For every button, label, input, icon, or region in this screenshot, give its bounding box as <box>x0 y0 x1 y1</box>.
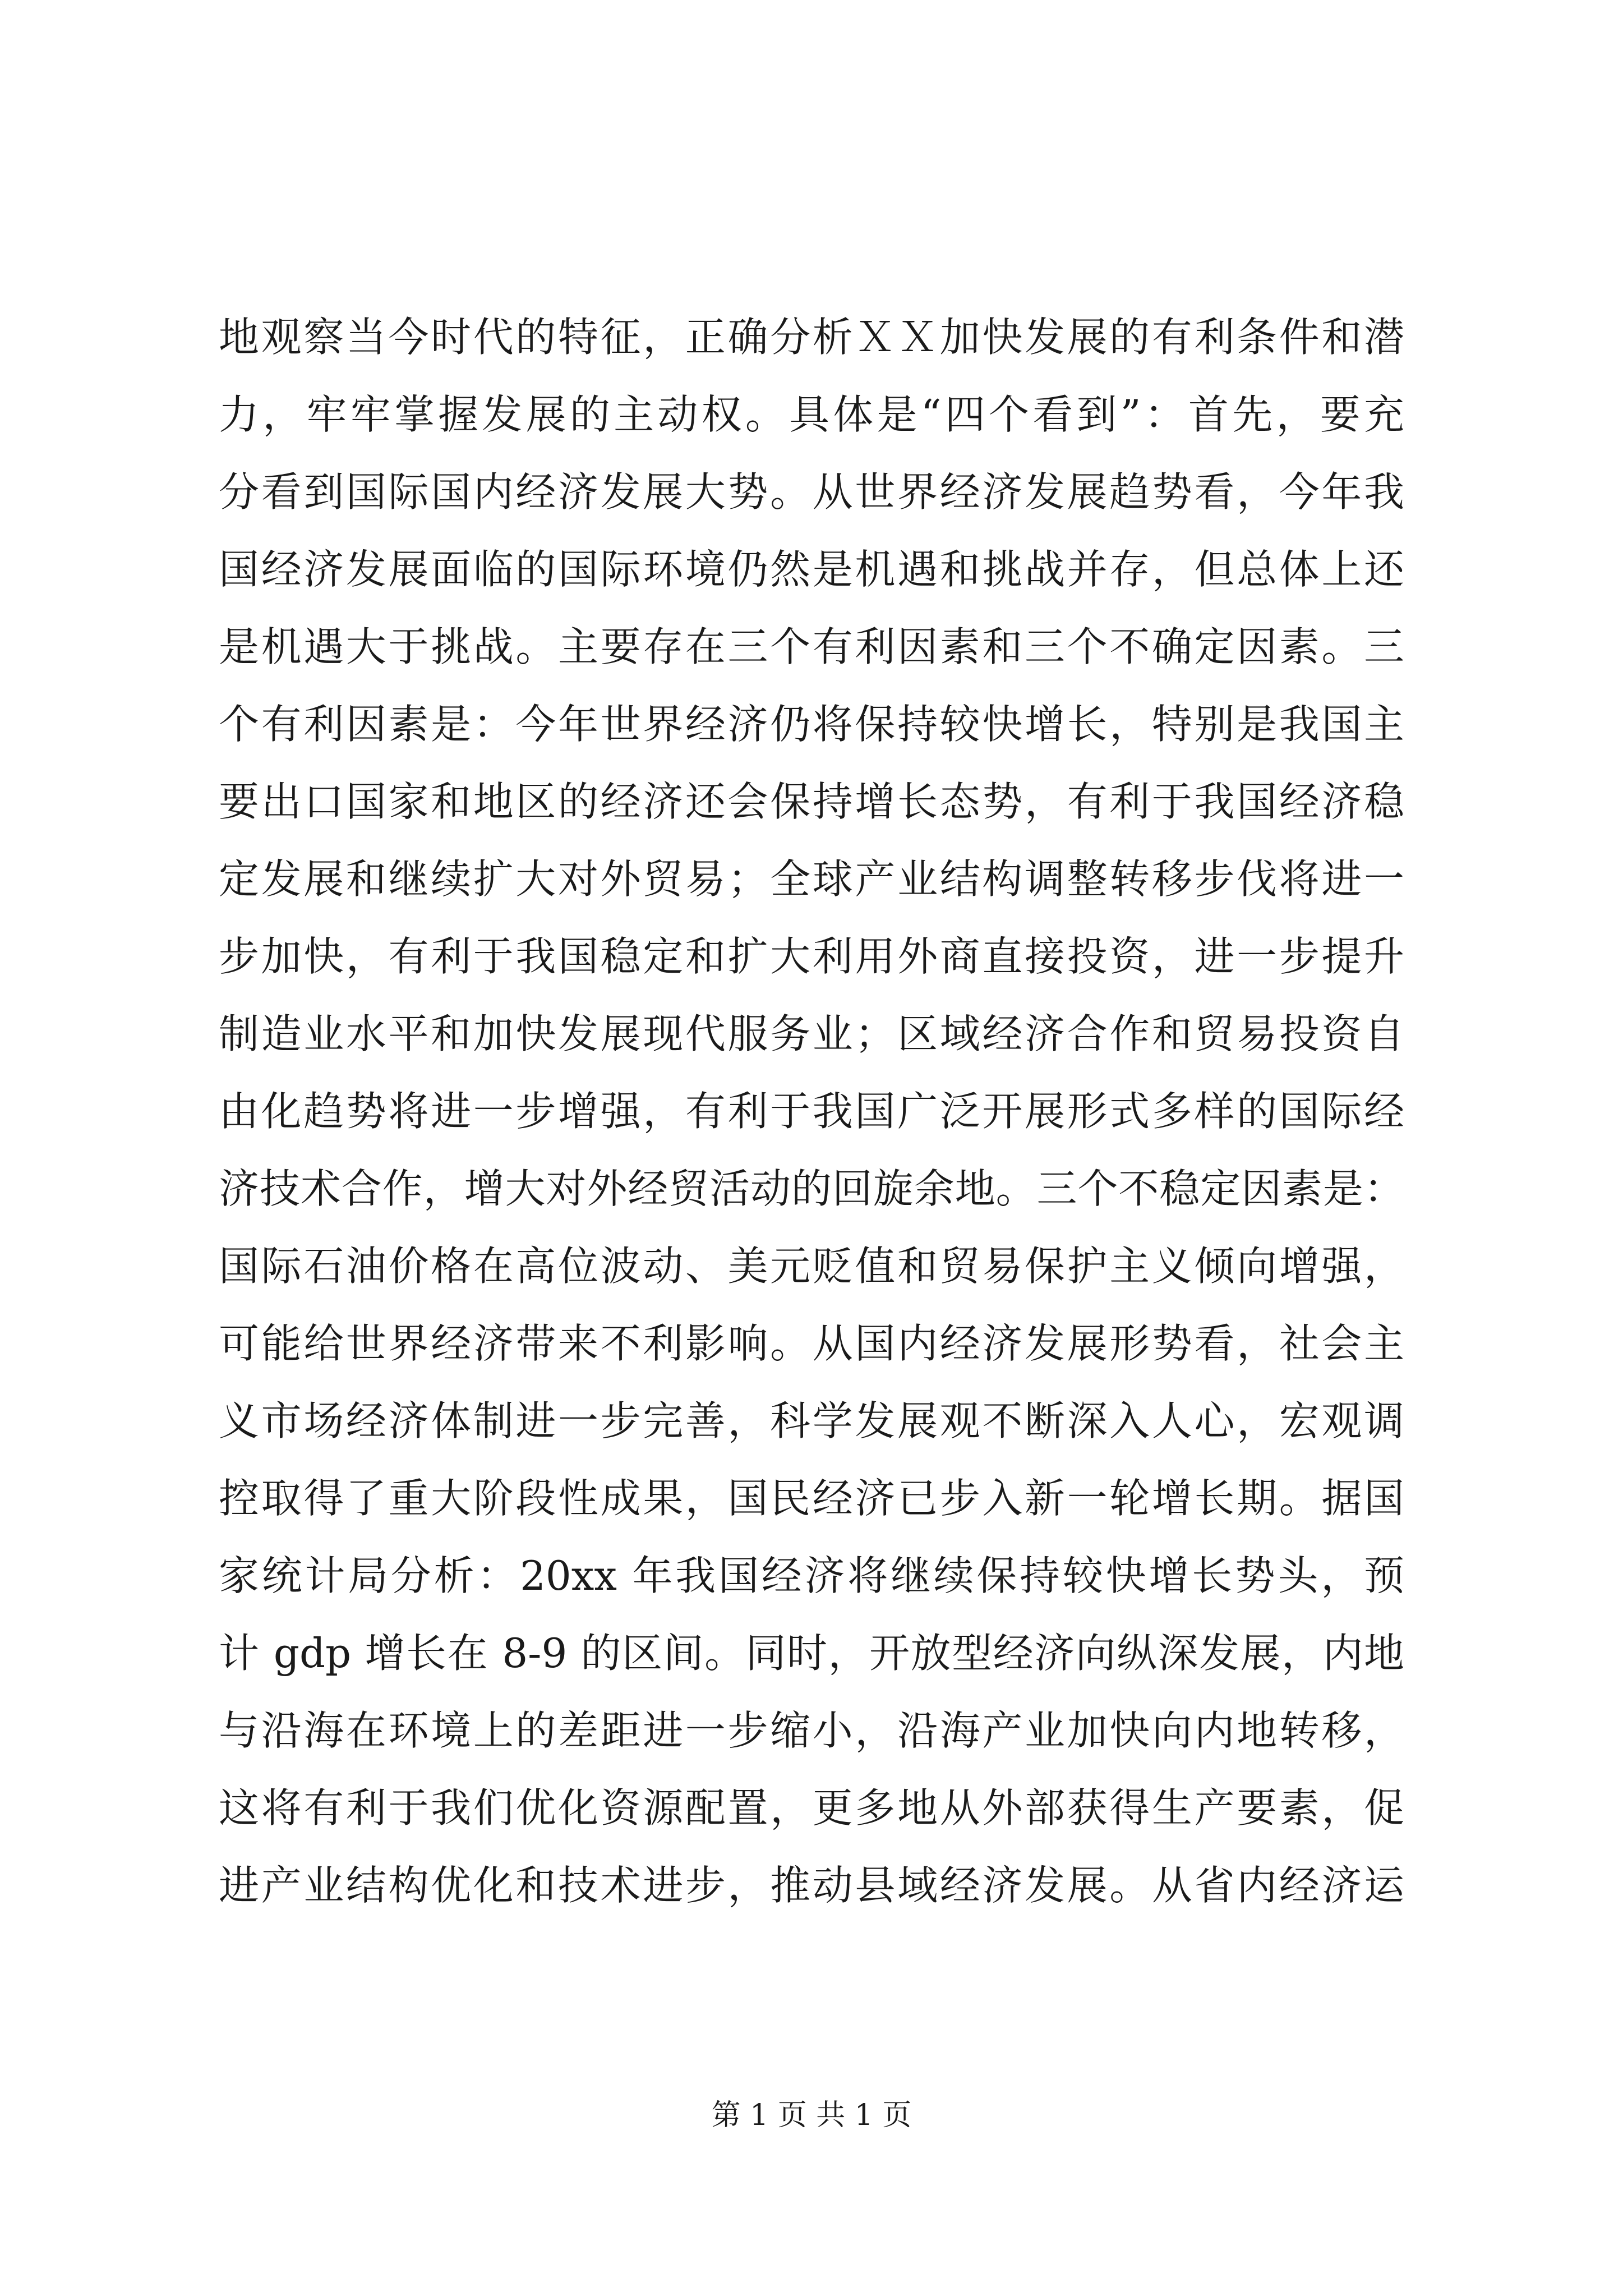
text-line: 个有利因素是：今年世界经济仍将保持较快增长，特别是我国主 <box>219 701 1404 748</box>
text-line: 与沿海在环境上的差距进一步缩小，沿海产业加快向内地转移， <box>219 1707 1404 1754</box>
text-line: 是机遇大于挑战。主要存在三个有利因素和三个不确定因素。三 <box>219 623 1404 670</box>
text-line: 步加快，有利于我国稳定和扩大利用外商直接投资，进一步提升 <box>219 933 1404 980</box>
text-line: 分看到国际国内经济发展大势。从世界经济发展趋势看，今年我 <box>219 468 1404 516</box>
text-line: 地观察当今时代的特征，正确分析ＸＸ加快发展的有利条件和潜 <box>219 314 1404 361</box>
text-line: 家统计局分析：20xx 年我国经济将继续保持较快增长势头，预 <box>219 1552 1404 1599</box>
text-line: 济技术合作，增大对外经贸活动的回旋余地。三个不稳定因素是： <box>219 1165 1404 1212</box>
text-line: 力，牢牢掌握发展的主动权。具体是“四个看到”：首先，要充 <box>219 391 1404 438</box>
text-line: 要出口国家和地区的经济还会保持增长态势，有利于我国经济稳 <box>219 778 1404 825</box>
text-line: 可能给世界经济带来不利影响。从国内经济发展形势看，社会主 <box>219 1320 1404 1367</box>
text-line: 义市场经济体制进一步完善，科学发展观不断深入人心，宏观调 <box>219 1397 1404 1444</box>
body-text <box>219 298 1404 1924</box>
text-line: 由化趋势将进一步增强，有利于我国广泛开展形式多样的国际经 <box>219 1088 1404 1135</box>
text-line: 国经济发展面临的国际环境仍然是机遇和挑战并存，但总体上还 <box>219 546 1404 593</box>
page-footer: 第 1 页 共 1 页 <box>711 2099 912 2132</box>
text-line: 国际石油价格在高位波动、美元贬值和贸易保护主义倾向增强， <box>219 1243 1404 1290</box>
text-line: 制造业水平和加快发展现代服务业；区域经济合作和贸易投资自 <box>219 1010 1404 1057</box>
text-line: 定发展和继续扩大对外贸易；全球产业结构调整转移步伐将进一 <box>219 855 1404 903</box>
text-line: 计 gdp 增长在 8-9 的区间。同时，开放型经济向纵深发展，内地 <box>219 1630 1404 1677</box>
text-line: 控取得了重大阶段性成果，国民经济已步入新一轮增长期。据国 <box>219 1475 1404 1522</box>
text-line: 进产业结构优化和技术进步，推动县域经济发展。从省内经济运 <box>219 1862 1404 1909</box>
text-line: 这将有利于我们优化资源配置，更多地从外部获得生产要素，促 <box>219 1784 1404 1832</box>
